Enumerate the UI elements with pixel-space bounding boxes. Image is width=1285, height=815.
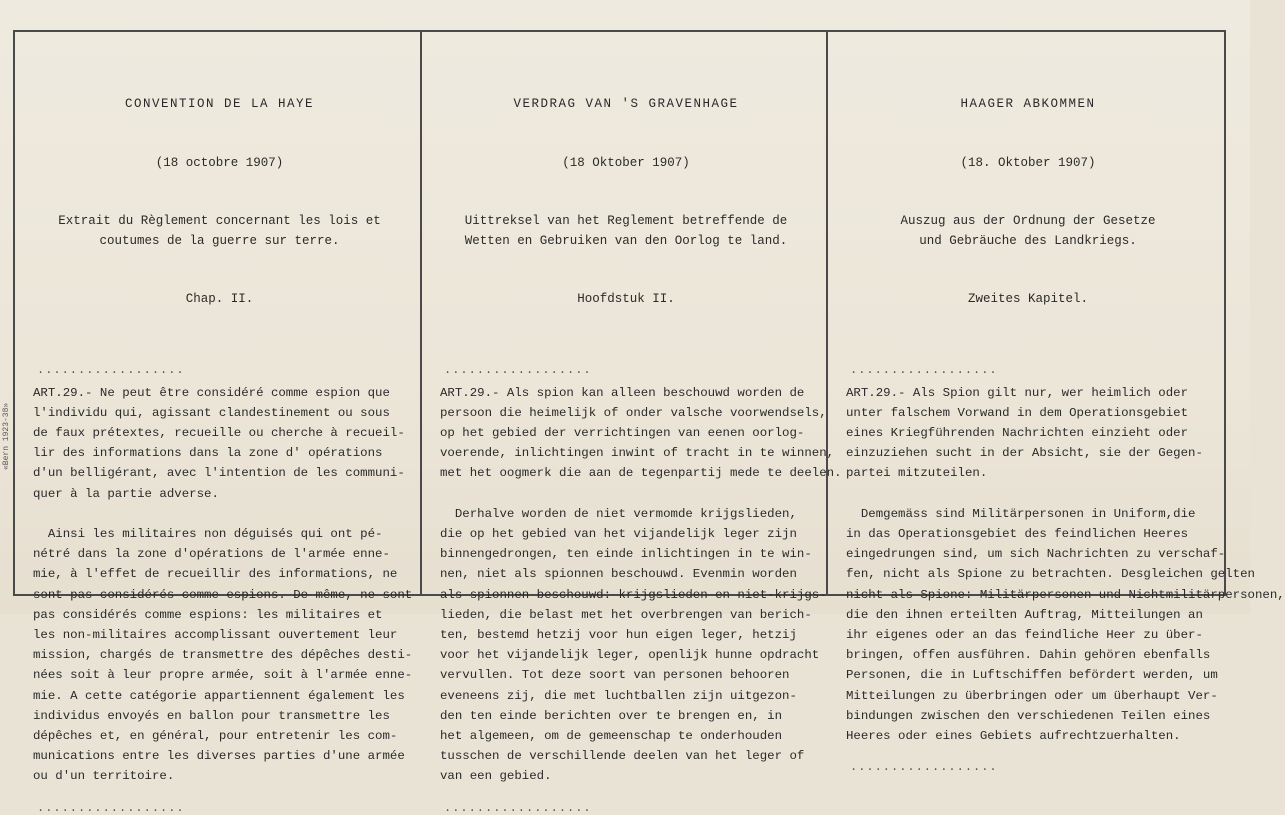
dots-bottom-german: .................. <box>850 760 998 775</box>
title-dutch: VERDRAG VAN 'S GRAVENHAGE <box>513 97 739 111</box>
date-dutch: (18 Oktober 1907) <box>562 155 690 170</box>
dots-bottom-french: .................. <box>37 800 185 815</box>
article-french: ART.29.- Ne peut être considéré comme espion que l'individu qui, agissant clandestinement ou sous de faux prétextes, recueille ou cherche à recueil- lir des informations dans la zone d' opérations d'un belligérant, avec l'intention de les communi- quer à la partie adverse. Ainsi les militaires non déguisés qui ont pé- nétré dans la zone d'opérations de l'armée enne- mie, à l'effet de recueillir des informations, ne sont pas considérés comme espions. De même, ne sont pas considérés comme espions: les militaires et les non-militaires accomplissant ouvertement leur mission, chargés de transmettre des dépêches desti- nées soit à leur propre armée, soit à l'armée enne- mie. A cette catégorie appartiennent également les individus envoyés en ballon pour transmettre les dépêches et, en général, pour entretenir les com- munications entre les diverses parties d'une armée ou d'un territoire. <box>33 385 413 784</box>
date-german: (18. Oktober 1907) <box>960 155 1096 170</box>
heading-french <box>33 56 406 349</box>
column-dutch <box>420 32 842 815</box>
subtitle-german: Auszug aus der Ordnung der Gesetze und Gebräuche des Landkriegs. <box>900 214 1156 248</box>
subtitle-french: Extrait du Règlement concernant les lois et coutumes de la guerre sur terre. <box>58 214 381 248</box>
date-french: (18 octobre 1907) <box>155 155 284 170</box>
dots-top-dutch: .................. <box>444 362 592 377</box>
chapter-dutch: Hoofdstuk II. <box>577 292 675 306</box>
title-french: CONVENTION DE LA HAYE <box>124 97 315 111</box>
dots-bottom-dutch: .................. <box>444 800 592 815</box>
margin-note: «Bern 1923-38» <box>2 402 11 470</box>
chapter-french: Chap. II. <box>185 292 254 306</box>
chapter-german: Zweites Kapitel. <box>967 292 1089 306</box>
document-frame <box>13 30 1285 815</box>
subtitle-dutch: Uittreksel van het Reglement betreffende de Wetten en Gebruiken van den Oorlog te land. <box>464 214 788 248</box>
heading-german <box>846 56 1210 349</box>
article-german: ART.29.- Als Spion gilt nur, wer heimlich oder unter falschem Vorwand in dem Operationsgebiet eines Kriegführenden Nachrichten einzieht oder einzuziehen sucht in der Absicht, sie der Gegen- partei mitzuteilen. Demgemäss sind Militärpersonen in Uniform,die in das Operationsgebiet des feindlichen Heeres eingedrungen sind, um sich Nachrichten zu verschaf- fen, nicht als Spione zu betrachten. Desgleichen gelten nicht als Spione: Militärpersonen und Nichtmilitärpersonen, die den ihnen erteilten Auftrag, Mitteilungen an ihr eigenes oder an das feindliche Heer zu über- bringen, offen ausführen. Dahin gehören ebenfalls Personen, die in Luftschiffen befördert werden, um Mitteilungen zu überbringen oder um überhaupt Ver- bindungen zwischen den verschiedenen Teilen eines Heeres oder eines Gebiets aufrechtzuerhalten. <box>846 385 1285 743</box>
dots-top-french: .................. <box>37 362 185 377</box>
column-german <box>826 32 1285 775</box>
heading-dutch <box>440 56 812 349</box>
article-dutch: ART.29.- Als spion kan alleen beschouwd worden de persoon die heimelijk of onder valsche voorwendsels, op het gebied der verrichtingen van eenen oorlog- voerende, inlichtingen inwint of tracht in te winnen, met het oogmerk die aan de tegenpartij mede te deelen. Derhalve worden de niet vermomde krijgslieden, die op het gebied van het vijandelijk leger zijn binnengedrongen, ten einde inlichtingen in te win- nen, niet als spionnen beschouwd. Evenmin worden als spionnen beschouwd: krijgslieden en niet-krijgs- lieden, die belast met het overbrengen van berich- ten, bestemd hetzij voor hun eigen leger, hetzij voor het vijandelijk leger, openlijk hunne opdracht vervullen. Tot deze soort van personen behooren eveneens zij, die met luchtballen zijn uitgezon- den ten einde berichten over te brengen en, in het algemeen, om de gemeenschap te onderhouden tusschen de verschillende deelen van het leger of van een gebied. <box>440 385 842 784</box>
title-german: HAAGER ABKOMMEN <box>960 97 1096 111</box>
column-french <box>15 32 420 815</box>
dots-top-german: .................. <box>850 362 998 377</box>
